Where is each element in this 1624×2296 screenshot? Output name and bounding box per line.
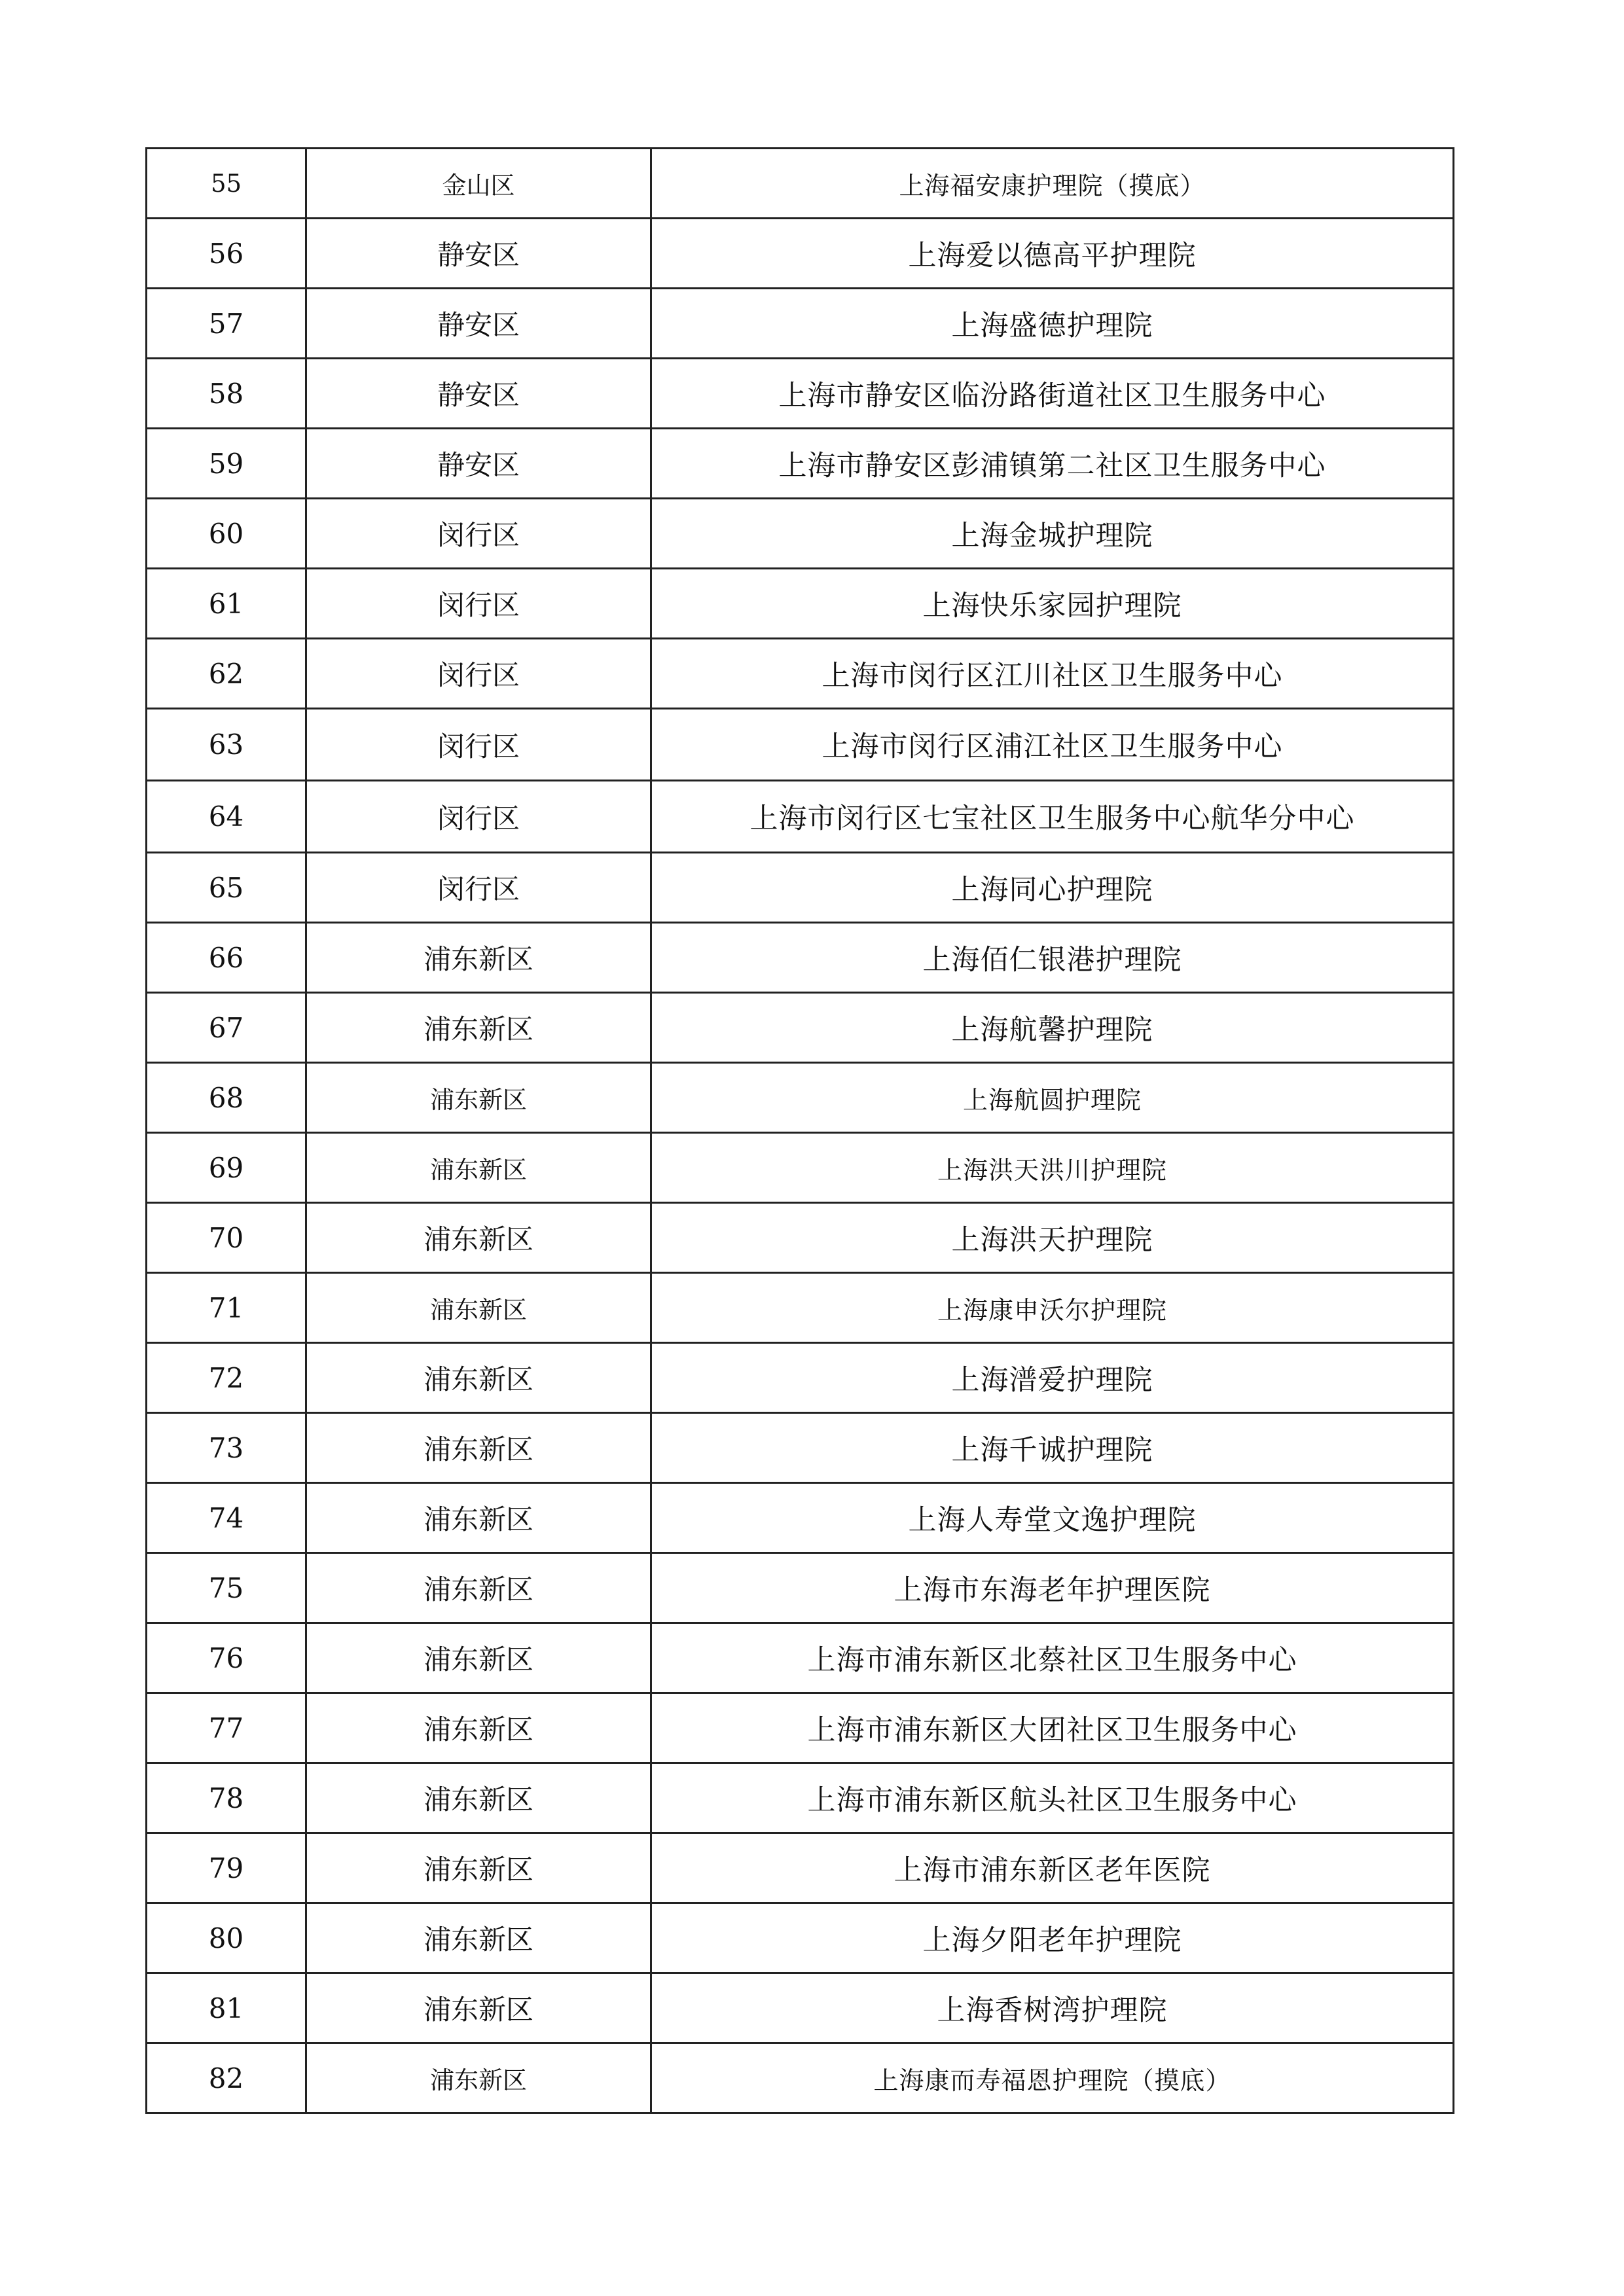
district-cell: 浦东新区 [306,1483,651,1553]
district-cell: 浦东新区 [306,1623,651,1693]
institution-cell: 上海爱以德高平护理院 [651,219,1454,289]
district-cell: 浦东新区 [306,1833,651,1903]
table-row [147,923,1454,993]
row-number-cell: 59 [147,429,306,499]
row-number-cell: 76 [147,1623,306,1693]
institution-cell: 上海市闵行区江川社区卫生服务中心 [651,639,1454,709]
district-cell: 浦东新区 [306,1903,651,1973]
district-cell: 闵行区 [306,569,651,639]
row-number-cell: 70 [147,1203,306,1273]
district-cell: 浦东新区 [306,1973,651,2043]
row-number-cell: 82 [147,2043,306,2113]
row-number-cell: 69 [147,1133,306,1203]
table-row [147,2043,1454,2113]
institution-cell: 上海千诚护理院 [651,1413,1454,1483]
institution-cell: 上海福安康护理院（摸底） [651,149,1454,219]
institution-cell: 上海市静安区彭浦镇第二社区卫生服务中心 [651,429,1454,499]
institution-cell: 上海潽爱护理院 [651,1343,1454,1413]
district-cell: 静安区 [306,289,651,359]
institution-cell: 上海同心护理院 [651,853,1454,923]
row-number-cell: 61 [147,569,306,639]
row-number-cell: 68 [147,1063,306,1133]
institution-cell: 上海佰仁银港护理院 [651,923,1454,993]
table-row [147,1833,1454,1903]
table-row [147,1763,1454,1833]
institution-cell: 上海康而寿福恩护理院（摸底） [651,2043,1454,2113]
institution-cell: 上海市浦东新区北蔡社区卫生服务中心 [651,1623,1454,1693]
institution-cell: 上海香树湾护理院 [651,1973,1454,2043]
row-number-cell: 78 [147,1763,306,1833]
row-number-cell: 56 [147,219,306,289]
table-row [147,219,1454,289]
institution-cell: 上海市东海老年护理医院 [651,1553,1454,1623]
institution-table [145,147,1454,2114]
institution-cell: 上海康申沃尔护理院 [651,1273,1454,1343]
district-cell: 静安区 [306,359,651,429]
district-cell: 静安区 [306,429,651,499]
institution-cell: 上海人寿堂文逸护理院 [651,1483,1454,1553]
district-cell: 闵行区 [306,639,651,709]
district-cell: 浦东新区 [306,1693,651,1763]
district-cell: 浦东新区 [306,1343,651,1413]
table-row [147,1343,1454,1413]
institution-cell: 上海夕阳老年护理院 [651,1903,1454,1973]
institution-cell: 上海市浦东新区老年医院 [651,1833,1454,1903]
table-row [147,499,1454,569]
institution-cell: 上海市闵行区七宝社区卫生服务中心航华分中心 [651,781,1454,853]
row-number-cell: 67 [147,993,306,1063]
table-row [147,1273,1454,1343]
row-number-cell: 66 [147,923,306,993]
district-cell: 浦东新区 [306,2043,651,2113]
district-cell: 静安区 [306,219,651,289]
institution-cell: 上海市静安区临汾路街道社区卫生服务中心 [651,359,1454,429]
institution-cell: 上海航圆护理院 [651,1063,1454,1133]
district-cell: 浦东新区 [306,993,651,1063]
institution-cell: 上海航馨护理院 [651,993,1454,1063]
table-row [147,1623,1454,1693]
row-number-cell: 80 [147,1903,306,1973]
row-number-cell: 77 [147,1693,306,1763]
district-cell: 闵行区 [306,709,651,781]
row-number-cell: 58 [147,359,306,429]
table-row [147,853,1454,923]
district-cell: 闵行区 [306,781,651,853]
district-cell: 浦东新区 [306,1133,651,1203]
table-row [147,639,1454,709]
district-cell: 浦东新区 [306,1763,651,1833]
row-number-cell: 79 [147,1833,306,1903]
district-cell: 浦东新区 [306,1413,651,1483]
institution-cell: 上海盛德护理院 [651,289,1454,359]
row-number-cell: 71 [147,1273,306,1343]
table-row [147,1133,1454,1203]
row-number-cell: 62 [147,639,306,709]
institution-cell: 上海市闵行区浦江社区卫生服务中心 [651,709,1454,781]
table-row [147,289,1454,359]
district-cell: 浦东新区 [306,1063,651,1133]
table-row [147,1483,1454,1553]
table-row [147,149,1454,219]
table-row [147,569,1454,639]
district-cell: 浦东新区 [306,1553,651,1623]
institution-cell: 上海快乐家园护理院 [651,569,1454,639]
table-row [147,993,1454,1063]
table-row [147,781,1454,853]
row-number-cell: 57 [147,289,306,359]
table-row [147,1413,1454,1483]
table-row [147,1693,1454,1763]
table-row [147,359,1454,429]
district-cell: 浦东新区 [306,923,651,993]
row-number-cell: 64 [147,781,306,853]
row-number-cell: 81 [147,1973,306,2043]
row-number-cell: 74 [147,1483,306,1553]
table-row [147,1063,1454,1133]
table-row [147,1203,1454,1273]
table-row [147,429,1454,499]
district-cell: 金山区 [306,149,651,219]
row-number-cell: 75 [147,1553,306,1623]
district-cell: 浦东新区 [306,1273,651,1343]
table-row [147,709,1454,781]
row-number-cell: 60 [147,499,306,569]
row-number-cell: 63 [147,709,306,781]
institution-cell: 上海洪天护理院 [651,1203,1454,1273]
institution-cell: 上海市浦东新区航头社区卫生服务中心 [651,1763,1454,1833]
row-number-cell: 72 [147,1343,306,1413]
row-number-cell: 55 [147,149,306,219]
table-body [147,149,1454,2113]
district-cell: 闵行区 [306,853,651,923]
institution-cell: 上海洪天洪川护理院 [651,1133,1454,1203]
district-cell: 闵行区 [306,499,651,569]
table-row [147,1553,1454,1623]
institution-cell: 上海市浦东新区大团社区卫生服务中心 [651,1693,1454,1763]
institution-cell: 上海金城护理院 [651,499,1454,569]
table-row [147,1903,1454,1973]
row-number-cell: 65 [147,853,306,923]
table-row [147,1973,1454,2043]
row-number-cell: 73 [147,1413,306,1483]
district-cell: 浦东新区 [306,1203,651,1273]
